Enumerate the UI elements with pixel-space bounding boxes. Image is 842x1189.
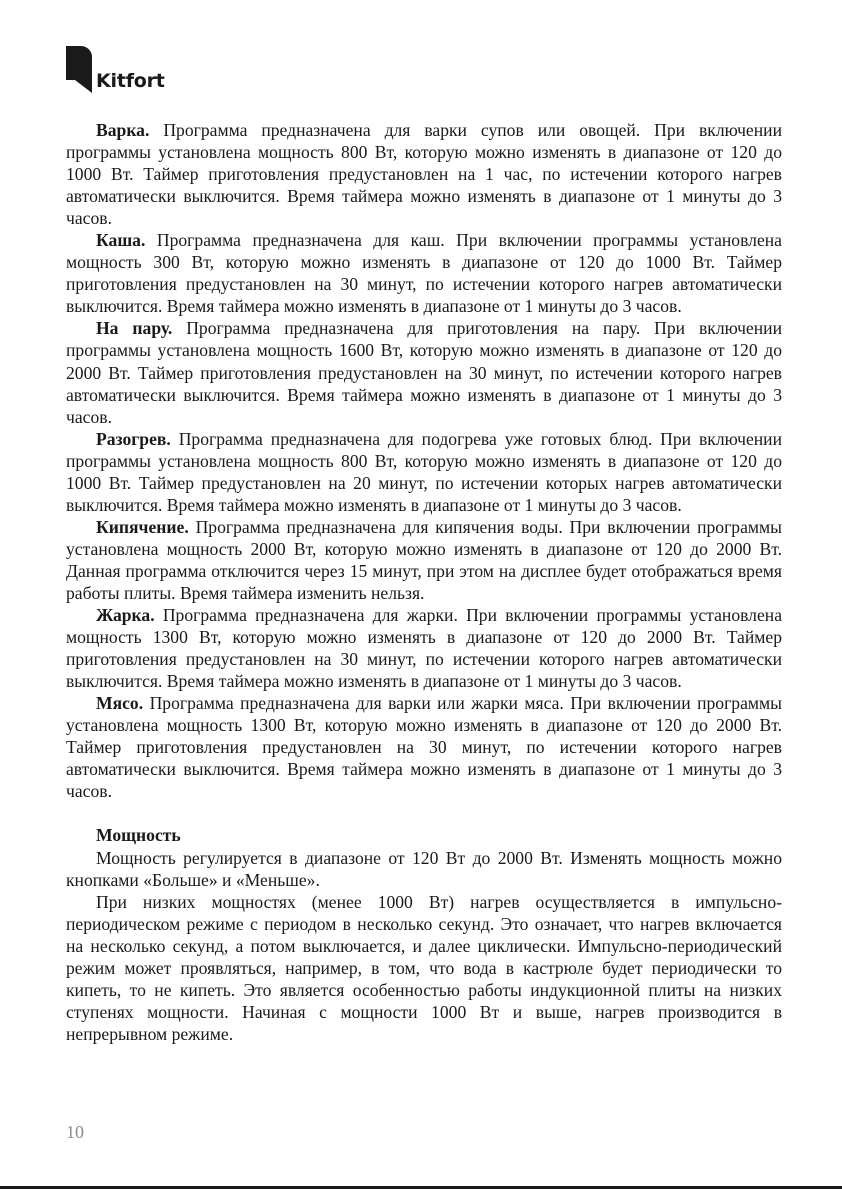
program-name: Каша. (96, 230, 146, 251)
program-paragraph (66, 119, 782, 229)
brand-name: Kitfort (96, 70, 165, 92)
program-paragraph (66, 604, 782, 692)
program-paragraph (66, 317, 782, 427)
page-number: 10 (66, 1122, 84, 1142)
program-description: Программа предназначена для приготовления на пару. При включении программы установлена мощность 1600 Вт, которую можно изменять в диапазоне от 120 до 2000 Вт. Таймер приготовления предустановлен на 30 минут, по истечении которого нагрев автоматически выключится. Время таймера можно изменять в диапазоне от 1 минуты до 3 часов. (66, 318, 782, 427)
program-name: Кипячение. (96, 516, 189, 537)
program-description: Программа предназначена для жарки. При включении программы установлена мощность 1300 Вт, которую можно изменять в диапазоне от 120 до 2000 Вт. Таймер приготовления предустановлен на 30 минут, по истечении которого нагрев автоматически выключится. Время таймера можно изменять в диапазоне от 1 минуты до 3 часов. (66, 605, 782, 692)
program-description: Программа предназначена для варки супов или овощей. При включении программы установлена мощность 800 Вт, которую можно изменять в диапазоне от 120 до 1000 Вт. Таймер приготовления предустановлен на 1 час, по истечении которого нагрев автоматически выключится. Время таймера можно изменять в диапазоне от 1 минуты до 3 часов. (66, 120, 782, 229)
program-description: Программа предназначена для каш. При включении программы установлена мощность 300 Вт, которую можно изменять в диапазоне от 120 до 1000 Вт. Таймер приготовления предустановлен на 30 минут, по истечении которого нагрев автоматически выключится. Время таймера можно изменять в диапазоне от 1 минуты до 3 часов. (66, 230, 782, 317)
section-title-power: Мощность (96, 825, 181, 846)
program-paragraph (66, 428, 782, 516)
program-description: Программа предназначена для варки или жарки мяса. При включении программы установлена мощность 1300 Вт, которую можно изменять в диапазоне от 120 до 2000 Вт. Таймер приготовления предустановлен на 30 минут, по истечении которого нагрев автоматически выключится. Время таймера можно изменять в диапазоне от 1 минуты до 3 часов. (66, 693, 782, 802)
manual-text (66, 119, 782, 1045)
power-paragraph: Мощность регулируется в диапазоне от 120 Вт до 2000 Вт. Изменять мощность можно кнопками «Больше» и «Меньше». (66, 847, 782, 890)
program-name: Мясо. (96, 693, 144, 714)
program-paragraph (66, 516, 782, 604)
page-header (66, 46, 165, 93)
program-name: Варка. (96, 120, 150, 140)
program-description: Программа предназначена для кипячения воды. При включении программы установлена мощность 2000 Вт, которую можно изменять в диапазоне от 120 до 2000 Вт. Данная программа отключится через 15 минут, при этом на дисплее будет отображаться время работы плиты. Время таймера изменить нельзя. (66, 516, 782, 603)
program-name: Жарка. (96, 605, 155, 626)
program-name: На пару. (96, 318, 173, 339)
program-paragraph (66, 692, 782, 802)
program-paragraph (66, 229, 782, 317)
kitfort-logo-icon (66, 46, 92, 93)
program-name: Разогрев. (96, 428, 171, 449)
power-paragraph: При низких мощностях (менее 1000 Вт) нагрев осуществляется в импульсно-периодическом режиме с периодом в несколько секунд. Это означает, что нагрев включается на несколько секунд, а потом выключается, и далее циклически. Импульсно-периодический режим может проявляться, например, в том, что вода в кастрюле будет периодически то кипеть, то не кипеть. Это является особенностью работы индукционной плиты на низких ступенях мощности. Начиная с мощности 1000 Вт и выше, нагрев производится в непрерывном режиме. (66, 891, 782, 1044)
program-description: Программа предназначена для подогрева уже готовых блюд. При включении программы установлена мощность 800 Вт, которую можно изменять в диапазоне от 120 до 1000 Вт. Таймер предустановлен на 20 минут, по истечении которых нагрев автоматически выключится. Время таймера можно изменять в диапазоне от 1 минуты до 3 часов. (66, 428, 782, 515)
